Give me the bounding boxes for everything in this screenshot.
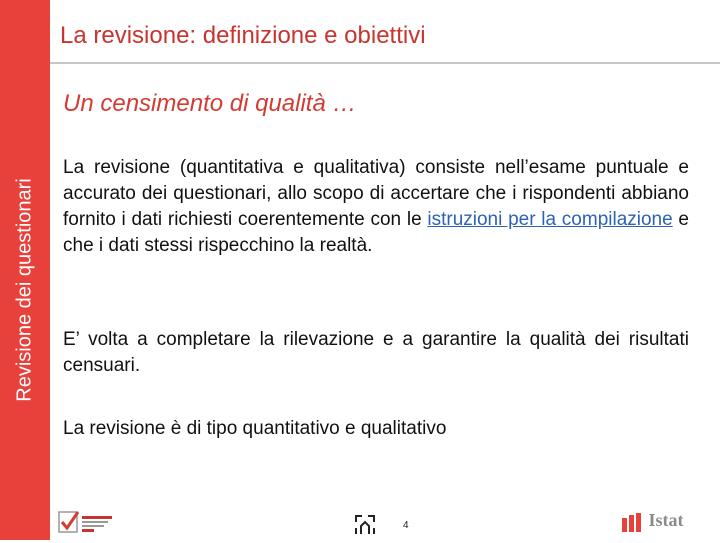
- istat-logo: [620, 510, 683, 532]
- page-number: 4: [403, 520, 409, 531]
- section-subtitle: Un censimento di qualità …: [63, 90, 357, 117]
- paragraph-text: La revisione (quantitativa e qualitativa) consiste nell’esame puntuale e accurato dei questionari, allo scopo di accertare che i rispondenti abbiano fornito i dati richiesti coerentemente con le: [63, 157, 689, 230]
- paragraph-type: La revisione è di tipo quantitativo e qualitativo: [63, 418, 447, 439]
- page-title: La revisione: definizione e obiettivi: [60, 22, 426, 49]
- paragraph-purpose: E’ volta a completare la rilevazione e a garantire la qualità dei risultati censuari.: [63, 329, 689, 376]
- sidebar: [0, 0, 50, 540]
- instructions-link[interactable]: istruzioni per la compilazione: [427, 209, 673, 230]
- census-logo: [58, 508, 122, 543]
- paragraph-definition: [63, 155, 689, 259]
- sidebar-label: Revisione dei questionari: [13, 178, 36, 402]
- brand-name: Istat: [648, 510, 684, 530]
- title-divider: [50, 62, 720, 64]
- paragraph-text: e che i dati stessi rispecchino la realtà.: [63, 209, 689, 256]
- home-icon[interactable]: [354, 514, 376, 541]
